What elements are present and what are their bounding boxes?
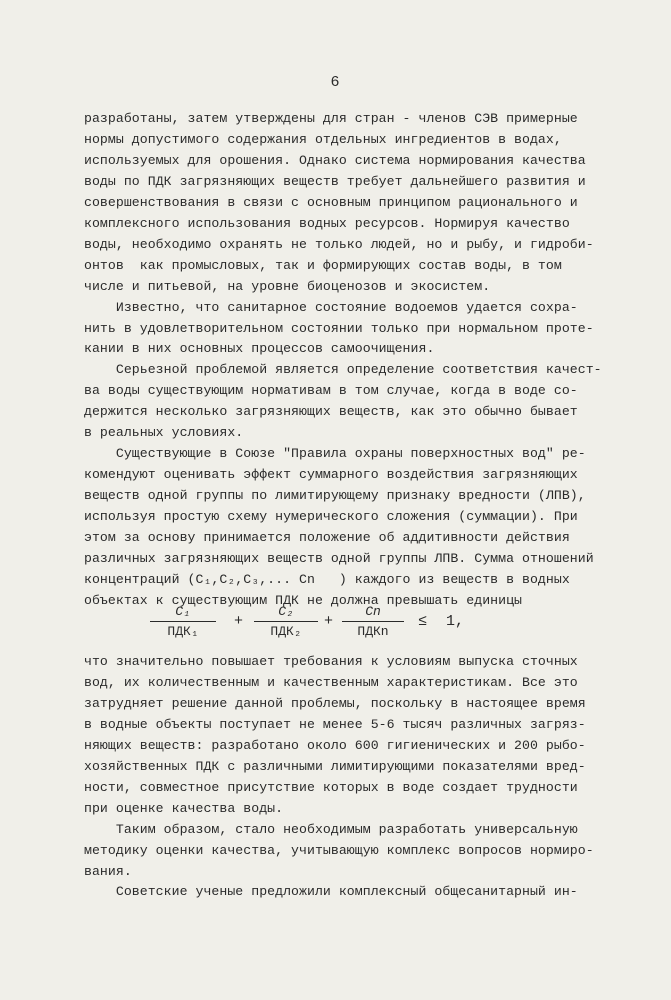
text-line: вод, их количественным и качественным характеристикам. Все это xyxy=(84,674,578,690)
page-number: 6 xyxy=(330,74,341,91)
fraction-2-numerator: C₂ xyxy=(254,604,318,622)
text-line: воды по ПДК загрязняющих веществ требует дальнейшего развития и xyxy=(84,173,586,189)
text-line: этом за основу принимается положение об аддитивности действия xyxy=(84,530,570,545)
text-line: в реальных условиях. xyxy=(84,425,244,441)
text-line: Советские ученые предложили комплексный общесанитарный ин- xyxy=(84,884,578,900)
summation-formula xyxy=(150,604,470,644)
text-line: кании в них основных процессов самоочищения. xyxy=(84,341,435,357)
text-line: различных загрязняющих веществ одной группы ЛПВ. Сумма отношений xyxy=(84,550,594,566)
fraction-1 xyxy=(150,604,216,639)
text-line: веществ одной группы по лимитирующему признаку вредности (ЛПВ), xyxy=(84,488,586,504)
text-line: Таким образом, стало необходимым разработать универсальную xyxy=(84,821,578,837)
text-line: в водные объекты поступает не менее 5-6 тысяч различных загряз- xyxy=(84,716,586,732)
text-line: числе и питьевой, на уровне биоценозов и экосистем. xyxy=(84,278,491,294)
text-line: используемых для орошения. Однако система нормирования качества xyxy=(84,152,586,168)
fraction-3 xyxy=(342,604,404,639)
fraction-3-denominator: ПДКn xyxy=(357,624,389,639)
text-line: нить в удовлетворительном состоянии только при нормальном проте- xyxy=(84,320,594,336)
text-line: Существующие в Союзе "Правила охраны поверхностных вод" ре- xyxy=(84,446,586,462)
text-line: хозяйственных ПДК с различными лимитирующими показателями вред- xyxy=(84,758,586,774)
fraction-3-numerator: Cn xyxy=(342,604,404,622)
text-line: разработаны, затем утверждены для стран - членов СЭВ примерные xyxy=(84,111,578,126)
plus-sign-2: + xyxy=(324,613,334,630)
text-line: что значительно повышает требования к условиям выпуска сточных xyxy=(84,654,578,669)
text-line: объектах к существующим ПДК не должна превышать единицы xyxy=(84,592,523,608)
text-line: совершенствования в связи с основным принципом рационального и xyxy=(84,194,578,210)
text-line: онтов как промысловых, так и формирующих состав воды, в том xyxy=(84,257,562,273)
text-line: держится несколько загрязняющих веществ, как это обычно бывает xyxy=(84,404,578,420)
text-line: Серьезной проблемой является определение соответствия качест- xyxy=(84,362,602,378)
text-line: при оценке качества воды. xyxy=(84,800,284,816)
text-line: няющих веществ: разработано около 600 гигиенических и 200 рыбо- xyxy=(84,737,586,753)
text-line: вания. xyxy=(84,863,132,879)
fraction-2-denominator: ПДК₂ xyxy=(270,624,302,639)
text-line: ва воды существующим нормативам в том случае, когда в воде со- xyxy=(84,383,578,399)
text-line: комендуют оценивать эффект суммарного воздействия загрязняющих xyxy=(84,467,578,483)
text-line: воды, необходимо охранять не только людей, но и рыбу, и гидроби- xyxy=(84,236,594,252)
formula-rhs: 1, xyxy=(446,613,465,630)
fraction-1-denominator: ПДК₁ xyxy=(167,624,199,639)
text-line: методику оценки качества, учитывающую комплекс вопросов нормиро- xyxy=(84,842,594,858)
plus-sign-1: + xyxy=(234,613,244,630)
text-line: ности, совместное присутствие которых в воде создает трудности xyxy=(84,779,578,795)
text-line: используя простую схему нумерического сложения (суммации). При xyxy=(84,509,578,525)
text-line: Известно, что санитарное состояние водоемов удается сохра- xyxy=(84,299,578,315)
fraction-1-numerator: C₁ xyxy=(150,604,216,622)
less-or-equal-sign: ≤ xyxy=(418,613,428,630)
text-line: затрудняет решение данной проблемы, поскольку в настоящее время xyxy=(84,695,586,711)
fraction-2 xyxy=(254,604,318,639)
text-line: комплексного использования водных ресурсов. Нормируя качество xyxy=(84,215,570,231)
text-line: нормы допустимого содержания отдельных ингредиентов в водах, xyxy=(84,131,562,147)
text-line: концентраций (C₁,C₂,C₃,... Cn ) каждого из веществ в водных xyxy=(84,571,570,587)
